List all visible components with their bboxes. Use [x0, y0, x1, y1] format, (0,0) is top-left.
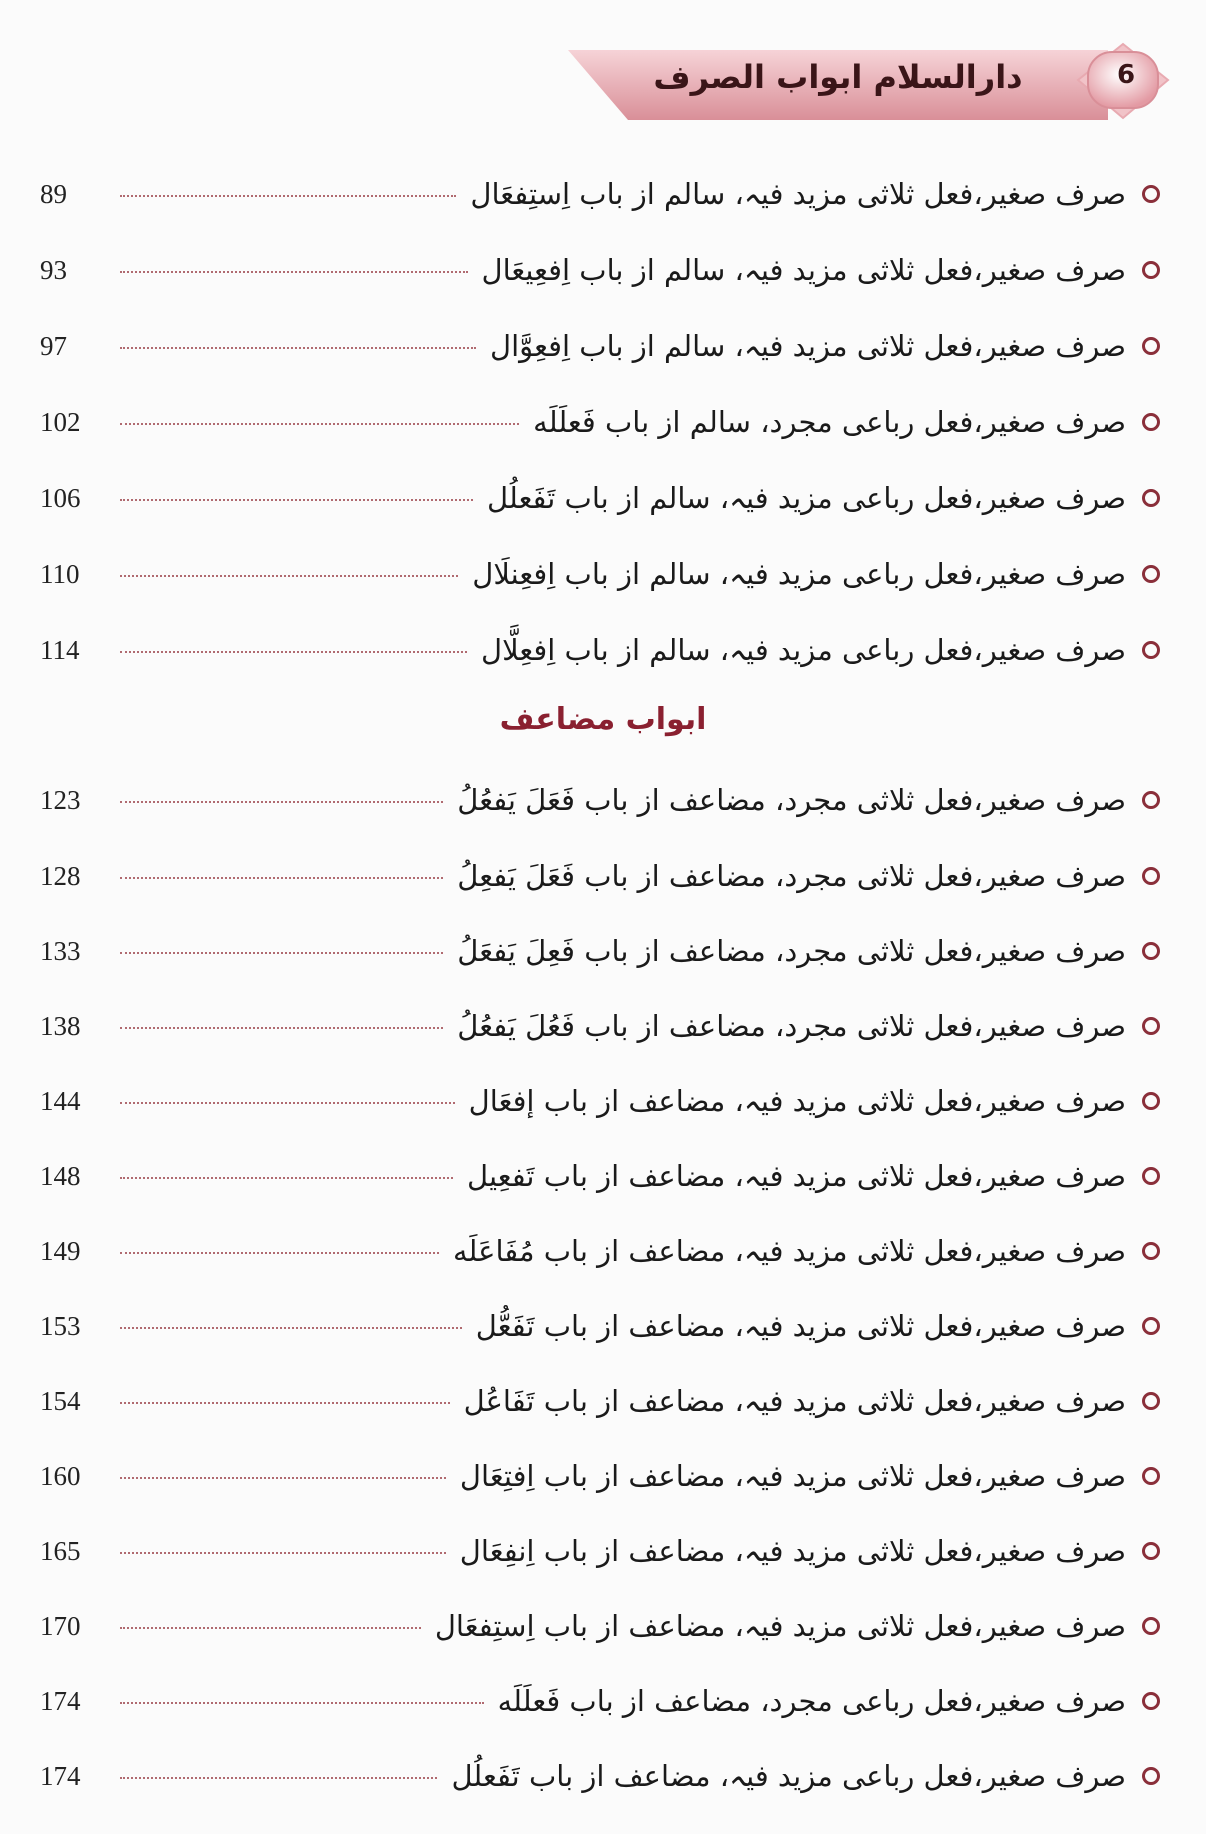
entry-title: صرف صغیر،فعل رباعی مجرد، سالم از باب فَعلَلَه [533, 405, 1126, 439]
circle-bullet-icon [1142, 1242, 1160, 1260]
entry-title: صرف صغیر،فعل ثلاثی مزید فیہ، مضاعف از باب إفعَال [468, 1084, 1126, 1118]
toc-entry[interactable] [40, 1221, 1160, 1281]
toc-entry[interactable] [40, 392, 1160, 452]
toc-entry[interactable] [40, 1521, 1160, 1581]
toc-entry[interactable] [40, 468, 1160, 528]
entry-title: صرف صغیر،فعل ثلاثی مزید فیہ، مضاعف از باب تَفَعُّل [475, 1309, 1126, 1343]
toc-entry[interactable] [40, 921, 1160, 981]
leader-dots [120, 195, 456, 197]
leader-dots [120, 1327, 462, 1329]
circle-bullet-icon [1142, 1017, 1160, 1035]
entry-title: صرف صغیر،فعل ثلاثی مجرد، مضاعف از باب فَعَلَ یَفعُلُ [457, 783, 1126, 817]
leader-dots [120, 271, 468, 273]
page-ref: 110 [40, 558, 80, 589]
section-heading: ابواب مضاعف [499, 702, 707, 737]
toc-entry[interactable] [40, 1671, 1160, 1731]
toc-entry[interactable] [40, 240, 1160, 300]
circle-bullet-icon [1142, 867, 1160, 885]
toc-entry[interactable] [40, 1446, 1160, 1506]
circle-bullet-icon [1142, 1392, 1160, 1410]
entry-title: صرف صغیر،فعل ثلاثی مزید فیہ، مضاعف از باب اِفتِعَال [459, 1459, 1126, 1493]
toc-entry[interactable] [40, 1596, 1160, 1656]
entry-title: صرف صغیر،فعل رباعی مجرد، مضاعف از باب فَعلَلَه [497, 1684, 1126, 1718]
circle-bullet-icon [1142, 565, 1160, 583]
toc-entry[interactable] [40, 846, 1160, 906]
leader-dots [120, 1477, 446, 1479]
entry-title: صرف صغیر،فعل رباعی مزید فیہ، سالم از باب اِفعِنلَال [472, 557, 1126, 591]
entry-title: صرف صغیر،فعل ثلاثی مجرد، مضاعف از باب فَعَلَ یَفعِلُ [457, 859, 1126, 893]
page-ref: 133 [40, 935, 81, 966]
leader-dots [120, 1177, 453, 1179]
page-number: 6 [1116, 60, 1136, 90]
page-ref: 170 [40, 1610, 81, 1641]
entry-title: صرف صغیر،فعل ثلاثی مزید فیہ، مضاعف از باب تَفَاعُل [463, 1384, 1126, 1418]
toc-entry[interactable] [40, 770, 1160, 830]
page-ref: 114 [40, 634, 80, 665]
circle-bullet-icon [1142, 1767, 1160, 1785]
leader-dots [120, 952, 443, 954]
page-ref: 174 [40, 1760, 81, 1791]
circle-bullet-icon [1142, 413, 1160, 431]
circle-bullet-icon [1142, 1317, 1160, 1335]
page-ref: 160 [40, 1460, 81, 1491]
circle-bullet-icon [1142, 1167, 1160, 1185]
entry-title: صرف صغیر،فعل رباعی مزید فیہ، سالم از باب تَفَعلُل [487, 481, 1126, 515]
toc-entry[interactable] [40, 620, 1160, 680]
leader-dots [120, 1402, 450, 1404]
circle-bullet-icon [1142, 1092, 1160, 1110]
leader-dots [120, 1552, 446, 1554]
circle-bullet-icon [1142, 337, 1160, 355]
entry-title: صرف صغیر،فعل ثلاثی مجرد، مضاعف از باب فَعُلَ یَفعُلُ [457, 1009, 1126, 1043]
entry-title: صرف صغیر،فعل ثلاثی مزید فیہ، مضاعف از باب مُفَاعَلَه [453, 1234, 1126, 1268]
toc-entry[interactable] [40, 1146, 1160, 1206]
circle-bullet-icon [1142, 261, 1160, 279]
page-ref: 149 [40, 1235, 81, 1266]
leader-dots [120, 1702, 484, 1704]
header-title: دارالسلام ابواب الصرف [653, 58, 1023, 96]
page-ref: 128 [40, 860, 81, 891]
page-ref: 97 [40, 330, 67, 361]
leader-dots [120, 651, 467, 653]
entry-title: صرف صغیر،فعل رباعی مزید فیہ، سالم از باب اِفعِلَّال [481, 633, 1126, 667]
leader-dots [120, 877, 443, 879]
circle-bullet-icon [1142, 942, 1160, 960]
entry-title: صرف صغیر،فعل رباعی مزید فیہ، مضاعف از باب تَفَعلُل [451, 1759, 1126, 1793]
leader-dots [120, 499, 473, 501]
page-ref: 144 [40, 1085, 81, 1116]
page-ref: 106 [40, 482, 81, 513]
page-ref: 148 [40, 1160, 81, 1191]
circle-bullet-icon [1142, 1467, 1160, 1485]
entry-title: صرف صغیر،فعل ثلاثی مجرد، مضاعف از باب فَعِلَ یَفعَلُ [457, 934, 1126, 968]
leader-dots [120, 1627, 421, 1629]
toc-entry[interactable] [40, 544, 1160, 604]
circle-bullet-icon [1142, 1542, 1160, 1560]
leader-dots [120, 347, 476, 349]
toc-entry[interactable] [40, 1296, 1160, 1356]
circle-bullet-icon [1142, 1692, 1160, 1710]
toc-entry[interactable] [40, 1071, 1160, 1131]
entry-title: صرف صغیر،فعل ثلاثی مزید فیہ، سالم از باب اِستِفعَال [470, 177, 1126, 211]
leader-dots [120, 1777, 437, 1779]
leader-dots [120, 575, 458, 577]
leader-dots [120, 1252, 439, 1254]
toc-entry[interactable] [40, 996, 1160, 1056]
page-ref: 89 [40, 178, 67, 209]
page-ref: 154 [40, 1385, 81, 1416]
toc-entry[interactable] [40, 1746, 1160, 1806]
toc-entry[interactable] [40, 164, 1160, 224]
circle-bullet-icon [1142, 1617, 1160, 1635]
page-ref: 102 [40, 406, 81, 437]
toc-entry[interactable] [40, 316, 1160, 376]
entry-title: صرف صغیر،فعل ثلاثی مزید فیہ، سالم از باب اِفعِیعَال [481, 253, 1126, 287]
leader-dots [120, 1027, 443, 1029]
page-header [568, 42, 1188, 122]
circle-bullet-icon [1142, 489, 1160, 507]
leader-dots [120, 423, 519, 425]
circle-bullet-icon [1142, 791, 1160, 809]
entry-title: صرف صغیر،فعل ثلاثی مزید فیہ، مضاعف از باب اِنفِعَال [459, 1534, 1126, 1568]
page-ref: 174 [40, 1685, 81, 1716]
circle-bullet-icon [1142, 185, 1160, 203]
page-ref: 138 [40, 1010, 81, 1041]
page-ref: 93 [40, 254, 67, 285]
page-ref: 165 [40, 1535, 81, 1566]
entry-title: صرف صغیر،فعل ثلاثی مزید فیہ، مضاعف از باب اِستِفعَال [434, 1609, 1126, 1643]
page-ref: 123 [40, 784, 81, 815]
toc-entry[interactable] [40, 1371, 1160, 1431]
entry-title: صرف صغیر،فعل ثلاثی مزید فیہ، سالم از باب اِفعِوَّال [490, 329, 1126, 363]
leader-dots [120, 801, 443, 803]
leader-dots [120, 1102, 455, 1104]
page-ref: 153 [40, 1310, 81, 1341]
entry-title: صرف صغیر،فعل ثلاثی مزید فیہ، مضاعف از باب تَفعِیل [467, 1159, 1126, 1193]
circle-bullet-icon [1142, 641, 1160, 659]
